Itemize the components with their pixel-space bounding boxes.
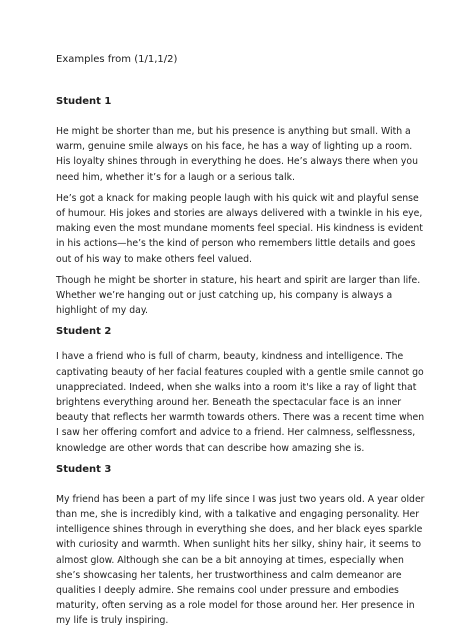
student-2-section (56, 324, 428, 455)
student-3-section (56, 462, 428, 629)
student-2-heading: Student 2 (56, 326, 112, 338)
student-1-paragraph-3: Though he might be shorter in stature, his heart and spirit are larger than life. Whether we’re hanging out or just catching up, his company is always a highlight of my day. (56, 274, 421, 317)
student-3-heading: Student 3 (56, 463, 112, 475)
student-1-section (56, 94, 428, 318)
student-3-paragraph-1: My friend has been a part of my life since I was just two years old. A year older than me, she is incredibly kind, with a talkative and engaging personality. Her intelligence shines through in everything she does, and her black eyes sparkle with curiosity and warmth. When sunlight hits her silky, shiny hair, it seems to almost glow. Although she can be a bit annoying at times, especially when she’s showcasing her talents, her trustworthiness and calm demeanor are qualities I deeply admire. She remains cool under pressure and embodies maturity, often serving as a role model for those around her. Her presence in my life is truly inspiring. (56, 493, 425, 627)
student-1-paragraph-1: He might be shorter than me, but his presence is anything but small. With a warm, genuine smile always on his face, he has a way of lighting up a room. His loyalty shines through in everything he does. He’s always there when you need him, whether it’s for a laugh or a serious talk. (56, 126, 418, 183)
document-page (56, 52, 428, 635)
student-1-heading: Student 1 (56, 96, 112, 107)
student-2-paragraph-1: I have a friend who is full of charm, beauty, kindness and intelligence. The captivating beauty of her facial features coupled with a gentle smile cannot go unappreciated. Indeed, when she walks into a room it's like a ray of light that brightens everything around her. Beneath the spectacular face is an inner beauty that reflects her warmth towards others. There was a recent time when I saw her offering comfort and advice to a friend. Her calmness, selflessness, knowledge are other words that can describe how amazing she is. (56, 351, 425, 454)
document-intro: Examples from (1/1,1/2) (56, 54, 178, 65)
student-1-paragraph-2: He’s got a knack for making people laugh with his quick wit and playful sense of humour. His jokes and stories are always delivered with a twinkle in his eye, making even the most mundane moments feel special. His kindness is evident in his actions—he’s the kind of person who remembers little details and goes out of his way to make others feel valued. (56, 192, 423, 265)
